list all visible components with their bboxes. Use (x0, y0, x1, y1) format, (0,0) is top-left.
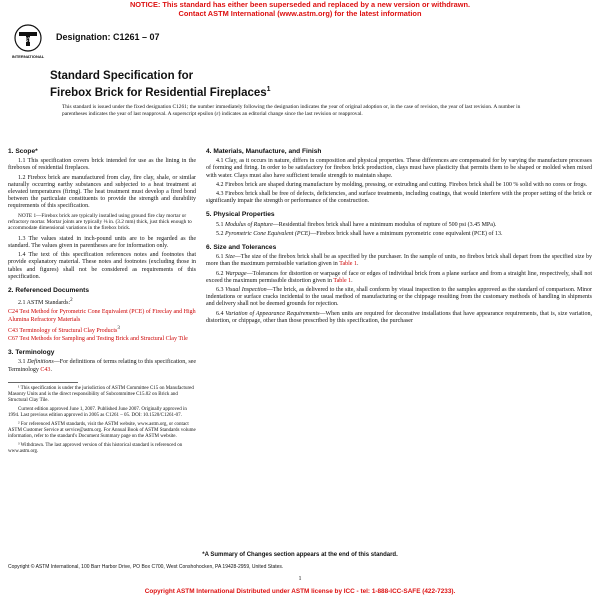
footnotes (8, 382, 196, 455)
para-6-4-term: Variation of Appearance Requirements (225, 310, 320, 317)
notice-line-2: Contact ASTM International (www.astm.org) for the latest information (178, 9, 422, 18)
title-line-2 (50, 83, 550, 100)
terminology-link[interactable]: C43 (40, 366, 51, 373)
para-6-2-number: 6.2 (216, 270, 226, 277)
para-6-4 (206, 311, 592, 325)
para-6-3 (206, 287, 592, 309)
para-5-2-number: 5.2 (216, 230, 225, 237)
left-column (8, 142, 196, 458)
reference-title[interactable]: Terminology of Structural Clay Products (19, 327, 118, 334)
para-3-1 (8, 359, 196, 373)
para-5-1-text: —Residential firebox brick shall have a minimum modulus of rupture of 500 psi (3.45 MPa). (272, 221, 497, 228)
footnote-1: ¹ This specification is under the jurisdiction of ASTM Committee C15 on Manufactured Masonry Units and is the direct responsibility of Subcommittee C15.02 on Brick and Structural Clay Tile. (8, 385, 194, 403)
para-5-2-term: Pyrometric Cone Equivalent (PCE) (225, 230, 311, 237)
para-3-1-text: —For definitions of terms relating to this specification, see Terminology (8, 359, 196, 373)
note-1: NOTE 1—Firebox brick are typically installed using ground fire clay mortar or refractory mortar. Mortar joints are typically ⅛ in. (3.2 mm) thick, just thick enough to accommodate dimensional variations in the firebox brick. (8, 212, 192, 232)
para-4-2: 4.2 Firebox brick are shaped during manufacture by molding, pressing, or extruding and cutting. Firebox brick shall be 100 % solid with no cores or frogs. (216, 181, 588, 188)
footnote-2: ² For referenced ASTM standards, visit the ASTM website, www.astm.org, or contact ASTM Customer Service at service@astm.org. For Annual Book of ASTM Standards volume information, refer to the standard's Document Summary page on the ASTM website. (8, 421, 196, 439)
reference-item[interactable] (8, 325, 196, 335)
para-4-3: 4.3 Firebox brick shall be free of defects, deficiencies, and surface treatments, including coatings, that would interfere with the proper setting of the brick or significantly impair the strength or performance of the construction. (206, 191, 592, 205)
para-1-2: 1.2 Firebox brick are manufactured from clay, fire clay, shale, or similar naturally occurring earthy substances and subjected to a heat treatment at elevated temperatures (firing). The heat treatment must develop a fired bond between the particulate constituents to provide the strength and durability requirements of this specification. (8, 174, 196, 210)
license-notice: Copyright ASTM International Distributed under ASTM license by ICC - tel: 1-888-ICC-SAFE (422-7233). (144, 588, 456, 595)
reference-title[interactable]: Test Method for Pyrometric Cone Equivalent (PCE) of Fireclay and High Alumina Refractory Materials (8, 309, 196, 323)
section-5-heading: 5. Physical Properties (206, 211, 275, 219)
para-6-1 (206, 254, 592, 268)
table-1-link[interactable]: Table 1 (339, 261, 357, 268)
para-6-3-text: —The brick, as delivered to the site, shall conform by visual inspection to the samples approved as the standard of comparison. Minor indentations or surface cracks incidental to the usual method of manufacturing or the chippage resulting from the customary methods of handling in shipments and delivery shall not be deemed grounds for rejection. (206, 287, 592, 308)
para-2-1-mark: 2 (70, 298, 73, 304)
reference-item[interactable] (8, 336, 196, 343)
designation: Designation: C1261 – 07 (56, 32, 160, 42)
reference-item[interactable] (8, 309, 196, 323)
section-3-heading: 3. Terminology (8, 349, 55, 357)
reference-title[interactable]: Test Methods for Sampling and Testing Brick and Structural Clay Tile (19, 336, 188, 343)
title-footnote-mark: 1 (266, 86, 271, 93)
para-6-3-term: Visual Inspection (225, 287, 267, 294)
footnote-rule (8, 382, 78, 383)
title-text: Firebox Brick for Residential Fireplaces (50, 86, 267, 99)
logo-subtext: INTERNATIONAL (11, 54, 45, 59)
para-6-4-text: —When units are required for decorative installations that have appearance requirements, that is, size variation, distortion, or chippage, other than those prescribed by this specification, the purchaser (206, 310, 593, 324)
para-6-1-number: 6.1 (216, 254, 226, 261)
section-1-heading: 1. Scope* (8, 148, 38, 155)
section-4-heading: 4. Materials, Manufacture, and Finish (206, 148, 322, 155)
notice-line-1: NOTICE: This standard has either been superseded and replaced by a new version or withdrawn. (129, 0, 471, 9)
para-1-3: 1.3 The values stated in inch-pound units are to be regarded as the standard. The values given in parentheses are for information only. (8, 235, 196, 250)
title-line-1: Standard Specification for (50, 70, 194, 82)
title-block (50, 70, 550, 100)
astm-logo-icon (8, 22, 48, 60)
para-1-1: 1.1 This specification covers brick intended for use as the lining in the fireboxes of residential fireplaces. (8, 158, 196, 172)
para-3-1-number: 3.1 (18, 359, 28, 366)
para-4-1: 4.1 Clay, as it occurs in nature, differs in composition and physical properties. These differences are compensated for by varying the manufacture processes of forming and firing. In order to be satisfactory for firebox brick production, clays must have plasticity that permits them to be shaped or molded when mixed with water. Clays must also have sufficient tensile strength to maintain shape. (206, 158, 592, 179)
summary-of-changes-note: *A Summary of Changes section appears at the end of this standard. (202, 552, 398, 558)
supersession-notice (0, 0, 600, 18)
page-number: 1 (298, 576, 302, 582)
reference-code[interactable]: C24 (8, 309, 19, 316)
para-2-1-text: 2.1 ASTM Standards: (18, 300, 71, 307)
para-6-4-number: 6.4 (216, 310, 226, 317)
para-3-1-term: Definitions (27, 359, 54, 366)
para-5-1-number: 5.1 (216, 221, 225, 228)
document-header (6, 20, 594, 60)
intro-paragraph: This standard is issued under the fixed designation C1261; the number immediately following the designation indicates the year of original adoption or, in the case of revision, the year of last revision. A number in parentheses indicates the year of last reapproval. A superscript epsilon (ε) indicates an editorial change since the last revision or reapproval. (62, 104, 521, 118)
para-2-1 (8, 297, 196, 307)
para-5-2 (206, 231, 592, 238)
section-6-heading: 6. Size and Tolerances (206, 244, 277, 252)
para-6-2-text: —Tolerances for distortion or warpage of face or edges of individual brick from a plane surface and from a straight line, respectively, shall not exceed the maximum permissible distortion given in (206, 270, 593, 284)
reference-code[interactable]: C43 (8, 327, 19, 334)
reference-list (8, 309, 196, 343)
para-6-1-text: —The size of the firebox brick shall be as specified by the purchaser. In the sample of units, no firebox brick shall depart from the specified size by more than the maximum permissible variation given in (206, 254, 592, 268)
right-column (206, 142, 592, 327)
para-6-2-term: Warpage (225, 270, 247, 277)
section-2-heading: 2. Referenced Documents (8, 287, 89, 295)
footnote-1b: Current edition approved June 1, 2007. Published June 2007. Originally approved in 1994. Last previous edition approved in 2005 as C1261 – 05. DOI: 10.1520/C1261-07. (8, 406, 187, 418)
para-5-2-text: —Firebox brick shall have a minimum pyrometric cone equivalent (PCE) of 13. (310, 230, 503, 237)
copyright-line: Copyright © ASTM International, 100 Barr Harbor Drive, PO Box C700, West Conshohocken, PA 19428-2959, United States. (8, 564, 284, 570)
para-3-1-end: . (50, 366, 52, 373)
para-6-2 (206, 271, 592, 285)
para-6-1-term: Size (225, 254, 235, 261)
para-1-4: 1.4 The text of this specification references notes and footnotes that provide explanatory material. These notes and footnotes (excluding those in tables and figures) shall not be considered as requirements of this specification. (8, 252, 196, 280)
reference-code[interactable]: C67 (8, 336, 19, 343)
reference-mark: 3 (117, 325, 120, 331)
table-1-link[interactable]: Table 1 (333, 277, 352, 284)
footnote-3: ³ Withdrawn. The last approved version of this historical standard is referenced on www.astm.org. (8, 442, 183, 454)
logo-text: ASTM (19, 38, 37, 44)
para-5-1 (206, 222, 592, 229)
para-6-3-number: 6.3 (216, 287, 226, 294)
para-6-2-end: . (351, 277, 353, 284)
para-5-1-term: Modulus of Rupture (225, 221, 273, 228)
para-6-1-end: . (356, 261, 359, 268)
